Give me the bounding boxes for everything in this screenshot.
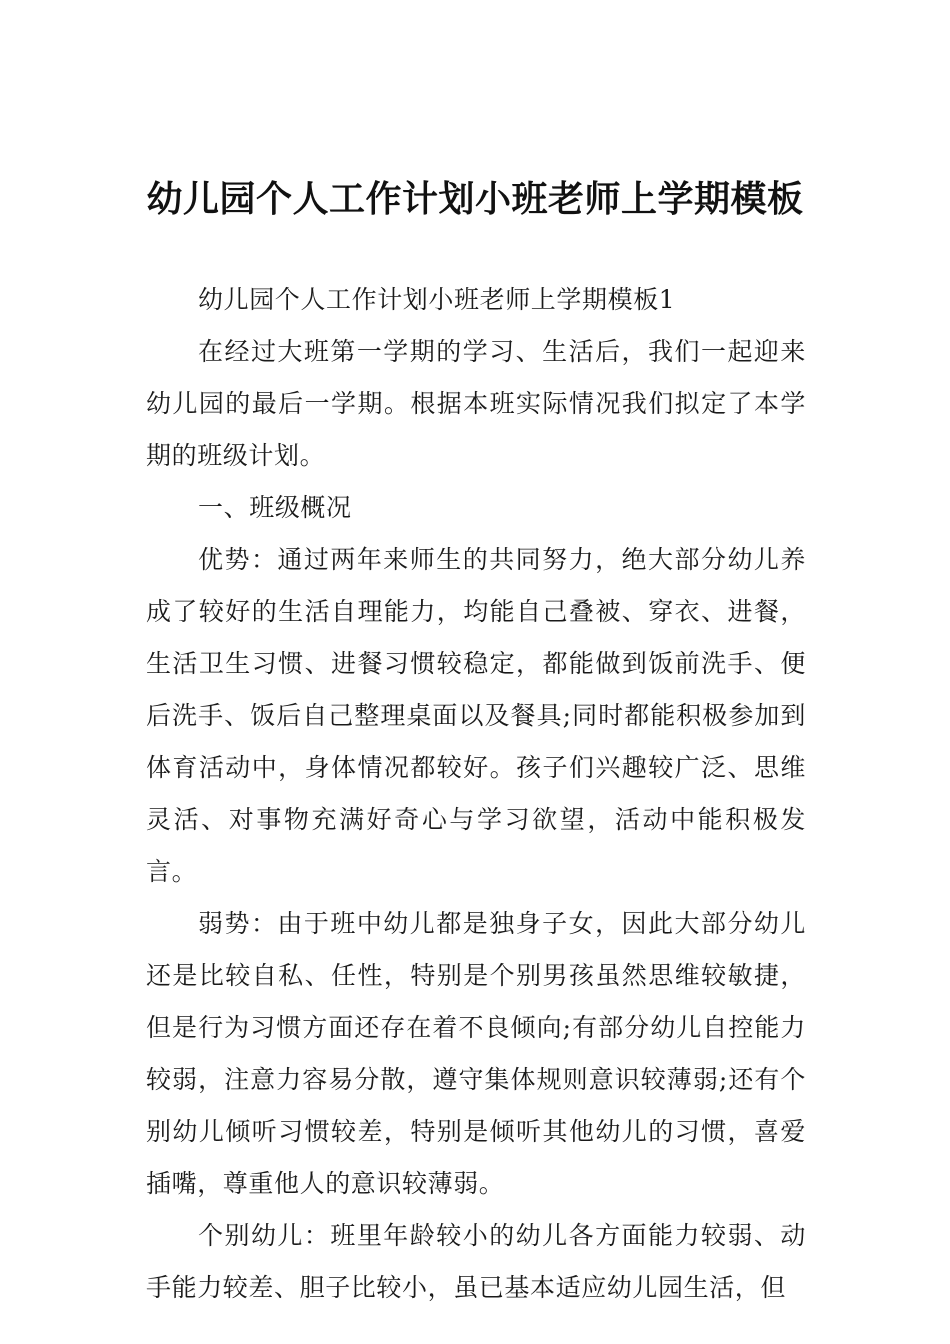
individual-children-paragraph: 个别幼儿：班里年龄较小的幼儿各方面能力较弱、动手能力较差、胆子比较小，虽已基本适应幼儿园生活，但 (146, 1221, 806, 1302)
section-heading: 一、班级概况 (198, 493, 352, 522)
document-title: 幼儿园个人工作计划小班老师上学期模板 (146, 179, 804, 220)
document-body (146, 274, 806, 1314)
section-subtitle: 幼儿园个人工作计划小班老师上学期模板1 (198, 285, 676, 314)
weaknesses-paragraph: 弱势：由于班中幼儿都是独身子女，因此大部分幼儿还是比较自私、任性，特别是个别男孩虽然思维较敏捷，但是行为习惯方面还存在着不良倾向;有部分幼儿自控能力较弱，注意力容易分散，遵守集体规则意识较薄弱;还有个别幼儿倾听习惯较差，特别是倾听其他幼儿的习惯，喜爱插嘴，尊重他人的意识较薄弱。 (146, 909, 806, 1198)
strengths-paragraph: 优势：通过两年来师生的共同努力，绝大部分幼儿养成了较好的生活自理能力，均能自己叠被、穿衣、进餐，生活卫生习惯、进餐习惯较稳定，都能做到饭前洗手、便后洗手、饭后自己整理桌面以及餐具;同时都能积极参加到体育活动中，身体情况都较好。孩子们兴趣较广泛、思维灵活、对事物充满好奇心与学习欲望，活动中能积极发言。 (146, 545, 806, 886)
intro-paragraph: 在经过大班第一学期的学习、生活后，我们一起迎来幼儿园的最后一学期。根据本班实际情况我们拟定了本学期的班级计划。 (146, 337, 806, 470)
